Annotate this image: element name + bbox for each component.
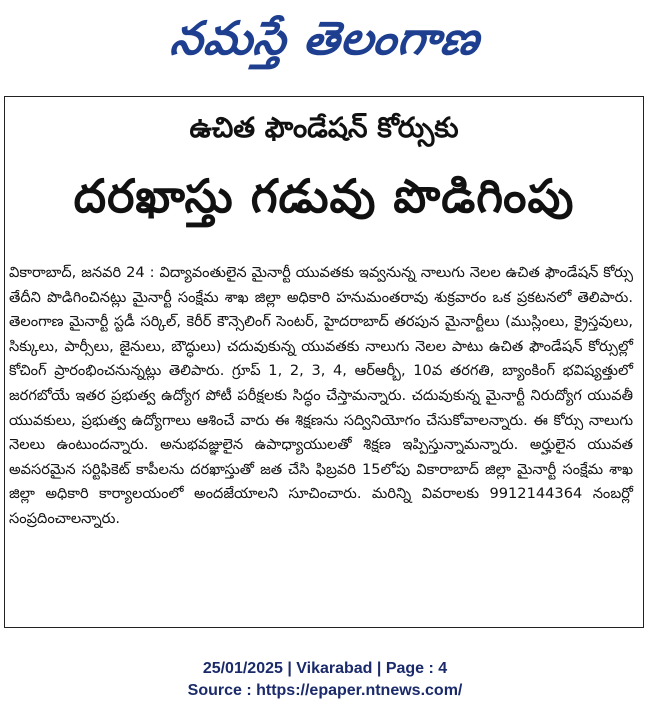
article-body: వికారాబాద్, జనవరి 24 : విద్యావంతులైన మైనార్టీ యువతకు ఇవ్వనున్న నాలుగు నెలల ఉచిత ఫౌండేషన్ కోర్సు తేదీని పొడిగించినట్లు మైనార్టీ సంక్షేమ శాఖ జిల్లా అధికారి హనుమంతరావు శుక్రవారం ఒక ప్రకటనలో తెలిపారు. తెలంగాణ మైనార్టీ స్టడీ సర్కిల్, కెరీర్ కౌన్సెలింగ్ సెంటర్, హైదరాబాద్ తరపున మైనార్టీలు (ముస్లింలు, క్రైస్తవులు, సిక్కులు, పార్సీలు, జైనులు, బౌద్ధులు) చదువుకున్న యువతకు నాలుగు నెలల పాటు ఉచిత ఫౌండేషన్ కోర్సుల్లో కోచింగ్ ప్రారంభించనున్నట్లు తెలిపారు. గ్రూప్ 1, 2, 3, 4, ఆర్ఆర్బీ, 10వ తరగతి, బ్యాంకింగ్ భవిష్యత్తులో జరగబోయే ఇతర ప్రభుత్వ ఉద్యోగ పోటీ పరీక్షలకు సిద్ధం చేస్తామన్నారు. చదువుకున్న మైనార్టీ నిరుద్యోగ యువతీ యువకులు, ప్రభుత్వ ఉద్యోగాలు ఆశించే వారు ఈ శిక్షణను సద్వినియోగం చేసుకోవాలన్నారు. ఈ కోర్సు నాలుగు నెలలు ఉంటుందన్నారు. అనుభవజ్ఞులైన ఉపాధ్యాయులతో శిక్షణ ఇప్పిస్తున్నామన్నారు. అర్హులైన యువత అవసరమైన సర్టిఫికెట్ కాపీలను దరఖాస్తుతో జత చేసి ఫిబ్రవరి 15లోపు వికారాబాద్ జిల్లా మైనార్టీ సంక్షేమ శాఖ జిల్లా అధికారి కార్యాలయంలో అందజేయాలని సూచించారు. మరిన్ని వివరాలకు 9912144364 నంబర్లో సంప్రదించాలన్నారు.: [9, 264, 633, 527]
footer: [0, 658, 650, 702]
masthead-logo: నమస్తే తెలంగాణ: [168, 11, 484, 65]
footer-source-line: Source : https://epaper.ntnews.com/: [187, 682, 463, 699]
masthead: [0, 4, 650, 84]
article-clipping: [4, 96, 644, 628]
article-subhead: ఉచిత ఫౌండేషన్ కోర్సుకు: [189, 111, 459, 144]
footer-date-line: 25/01/2025 | Vikarabad | Page : 4: [202, 660, 448, 677]
article-headline: దరఖాస్తు గడువు పొడిగింపు: [73, 169, 575, 223]
